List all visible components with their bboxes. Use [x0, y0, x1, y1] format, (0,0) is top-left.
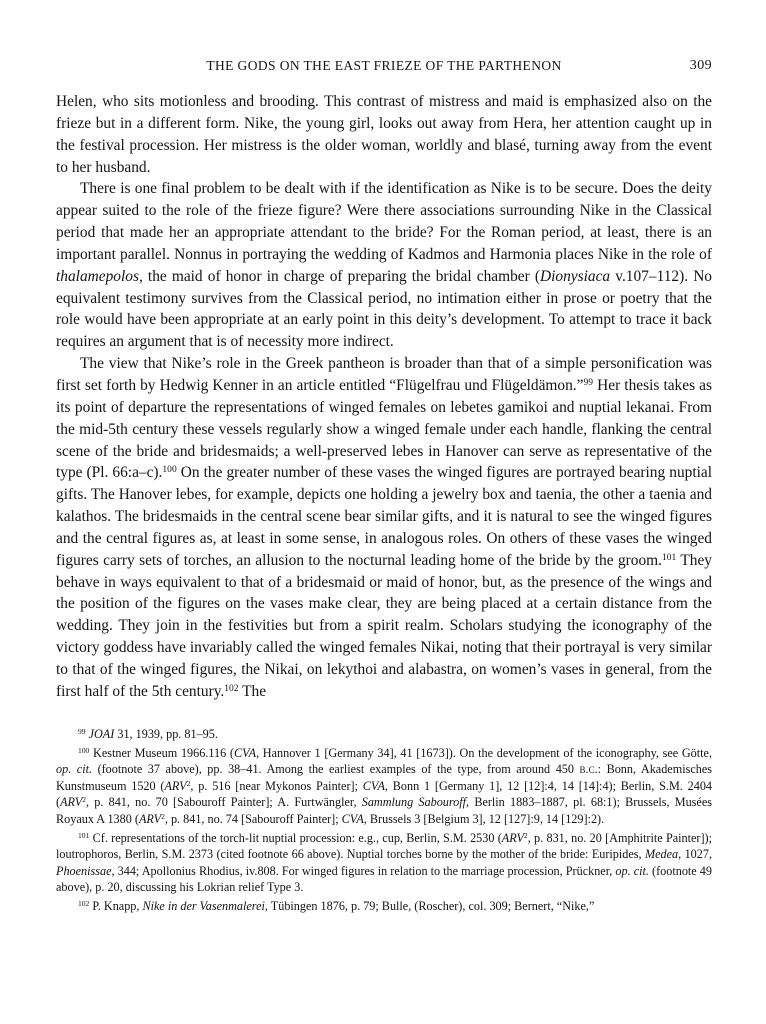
footnote-102 [56, 898, 712, 915]
footnote-italic: Medea [644, 847, 679, 862]
footnote-text: : Bonn, Akademisches Kunstmuseum 1520 ( [56, 762, 712, 793]
footnote-ref-99[interactable]: 99 [583, 376, 594, 388]
edition-superscript: 2 [82, 795, 86, 805]
footnote-ref-100[interactable]: 100 [162, 464, 177, 476]
edition-superscript: 2 [186, 778, 191, 788]
paragraph-2-text-b: , the maid of honor in charge of preparing the bridal chamber ( [138, 267, 540, 285]
footnote-italic: ARV [138, 811, 162, 826]
footnote-italic: CVA [362, 778, 385, 793]
main-text [56, 91, 712, 703]
footnote-text: P. Knapp, [89, 898, 143, 913]
footnote-italic: op. cit. [615, 863, 649, 878]
footnote-italic: Nike in der Vasenmalerei [142, 898, 265, 913]
footnote-text: , p. 516 [near Mykonos Painter]; [190, 778, 363, 793]
edition-superscript: 2 [161, 811, 165, 821]
footnote-100 [56, 745, 712, 828]
footnote-ref-102[interactable]: 102 [224, 682, 239, 694]
footnote-italic: JOAI [88, 727, 115, 741]
footnote-number: 99 [78, 726, 86, 736]
footnote-italic: ARV [60, 795, 83, 810]
footnote-italic: CVA [233, 745, 257, 760]
footnote-text: , Bonn 1 [Germany 1], 12 [12]:4, 14 [14]:4); Berlin, S.M. 2404 ( [56, 778, 713, 810]
paragraph-1-text: Helen, who sits motionless and brooding. This contrast of mistress and maid is emphasized also on the frieze but in a different form. Nike, the young girl, looks out away from Hera, her attention caught up in the festival procession. Her mistress is the older woman, worldly and blasé, turning away from the event to her husband. [56, 93, 712, 176]
paragraph-2-text-a: There is one final problem to be dealt with if the identification as Nike is to be secure. Does the deity appear suited to the role of the frieze figure? Were there associations surrounding Nike in the Classical period that made her an appropriate attendant to the bride? For the Roman period, at least, there is an important parallel. Nonnus in portraying the wedding of Kadmos and Harmonia places Nike in the role of [56, 180, 712, 263]
paragraph-3-text-a: The view that Nike’s role in the Greek pantheon is broader than that of a simple personification was first set forth by Hedwig Kenner in an article entitled “Flügelfrau und Flügeldämon.” [56, 355, 712, 394]
footnote-italic: CVA [341, 811, 364, 826]
footnote-text: , Brussels 3 [Belgium 3], 12 [127]:9, 14 [129]:2). [363, 811, 605, 826]
footnote-text: 31, 1939, pp. 81–95. [114, 727, 218, 741]
footnotes [56, 726, 712, 917]
paragraph-3-text-d: They behave in ways equivalent to that of a bridesmaid or maid of honor, but, as the presence of the wings and the position of the figures on the vases make clear, they are being placed at a certain distance from the wedding. They join in the festivities but from a spirit realm. Scholars studying the iconography of the victory goddess have invariably called the winged females Nikai, noting that their portrayal is very similar to that of the winged figures, the Nikai, on lekythoi and alabastra, on women’s vases in general, from the first half of the 5th century. [56, 551, 712, 700]
page-number: 309 [689, 58, 712, 73]
footnote-number: 100 [78, 745, 90, 755]
paragraph-2-text-c: v.107–112). No equivalent testimony survives from the Classical period, no intimation either in prose or poetry that the role would have been appropriate at an early point in this deity’s development. To attempt to trace it back requires an argument that is of necessity more indirect. [56, 267, 712, 351]
footnote-text: , p. 831, no. 20 [Amphitrite Painter]); loutrophoros, Berlin, S.M. 2373 (cited footnote 66 above). Nuptial torches borne by the mother of the bride: Euripides, [56, 830, 712, 862]
footnote-number: 102 [78, 898, 90, 908]
footnote-ref-101[interactable]: 101 [661, 551, 677, 563]
footnote-italic: Phoenissae [56, 863, 112, 878]
footnote-italic: ARV [501, 830, 524, 845]
paragraph-3-text-b: Her thesis takes as its point of departure the representations of winged females on lebetes gamikoi and nuptial lekanai. From the mid-5th century these vessels regularly show a winged female under each handle, flanking the central scene of the bride and bridesmaids; a well-preserved lebes in Hanover can serve as representative of the type (Pl. 66:a–c). [56, 376, 712, 482]
running-header [56, 58, 712, 78]
footnote-text: , 1027, [678, 847, 712, 862]
footnote-number: 101 [78, 830, 90, 840]
footnote-99 [56, 726, 712, 743]
paragraph-3 [56, 353, 712, 703]
footnote-text: (footnote 37 above), pp. 38–41. Among the earliest examples of the type, from around 450 [92, 762, 580, 777]
paragraph-3-text-e: The [238, 682, 267, 700]
footnote-101 [56, 830, 712, 896]
era-abbreviation: b.c. [579, 762, 598, 777]
footnote-text: , Berlin 1883–1887, pl. 68:1); Brussels, Musées Royaux A 1380 ( [56, 795, 712, 826]
footnote-italic: ARV [164, 778, 187, 793]
running-title: THE GODS ON THE EAST FRIEZE OF THE PARTHENON [206, 58, 562, 73]
footnote-text: , Tübingen 1876, p. 79; Bulle, (Roscher), col. 309; Bernert, “Nike,” [264, 898, 595, 913]
footnote-italic: op. cit. [56, 762, 93, 777]
footnote-text: Cf. representations of the torch-lit nuptial procession: e.g., cup, Berlin, S.M. 2530 ( [89, 830, 502, 845]
footnote-text: , p. 841, no. 70 [Sabouroff Painter]; A. Furtwängler, [85, 795, 362, 810]
footnote-text: , Hannover 1 [Germany 34], 41 [1673]). On the development of the iconography, see Götte, [256, 745, 713, 760]
footnote-text: , p. 841, no. 74 [Sabouroff Painter]; [164, 811, 342, 826]
paragraph-2 [56, 178, 712, 353]
edition-superscript: 2 [523, 830, 528, 840]
title-dionysiaca: Dionysiaca [540, 267, 611, 285]
footnote-text: (footnote 49 above), p. 20, discussing his Lokrian relief Type 3. [56, 863, 712, 895]
footnote-text: , 344; Apollonius Rhodius, iv.808. For winged figures in relation to the marriage procession, Prückner, [111, 863, 616, 878]
paragraph-1 [56, 91, 712, 178]
footnote-italic: Sammlung Sabouroff [361, 795, 467, 810]
term-thalamepolos: thalamepolos [56, 267, 139, 285]
paragraph-3-text-c: On the greater number of these vases the winged figures are portrayed bearing nuptial gifts. The Hanover lebes, for example, depicts one holding a jewelry box and taenia, the other a taenia and kalathos. The bridesmaids in the central scene bear similar gifts, and it is natural to see the winged figures and the central figures as, at least in some sense, in analogous roles. On others of these vases the winged figures carry sets of torches, an allusion to the nocturnal leading home of the bride by the groom. [56, 464, 712, 569]
footnote-text: Kestner Museum 1966.116 ( [89, 745, 234, 760]
